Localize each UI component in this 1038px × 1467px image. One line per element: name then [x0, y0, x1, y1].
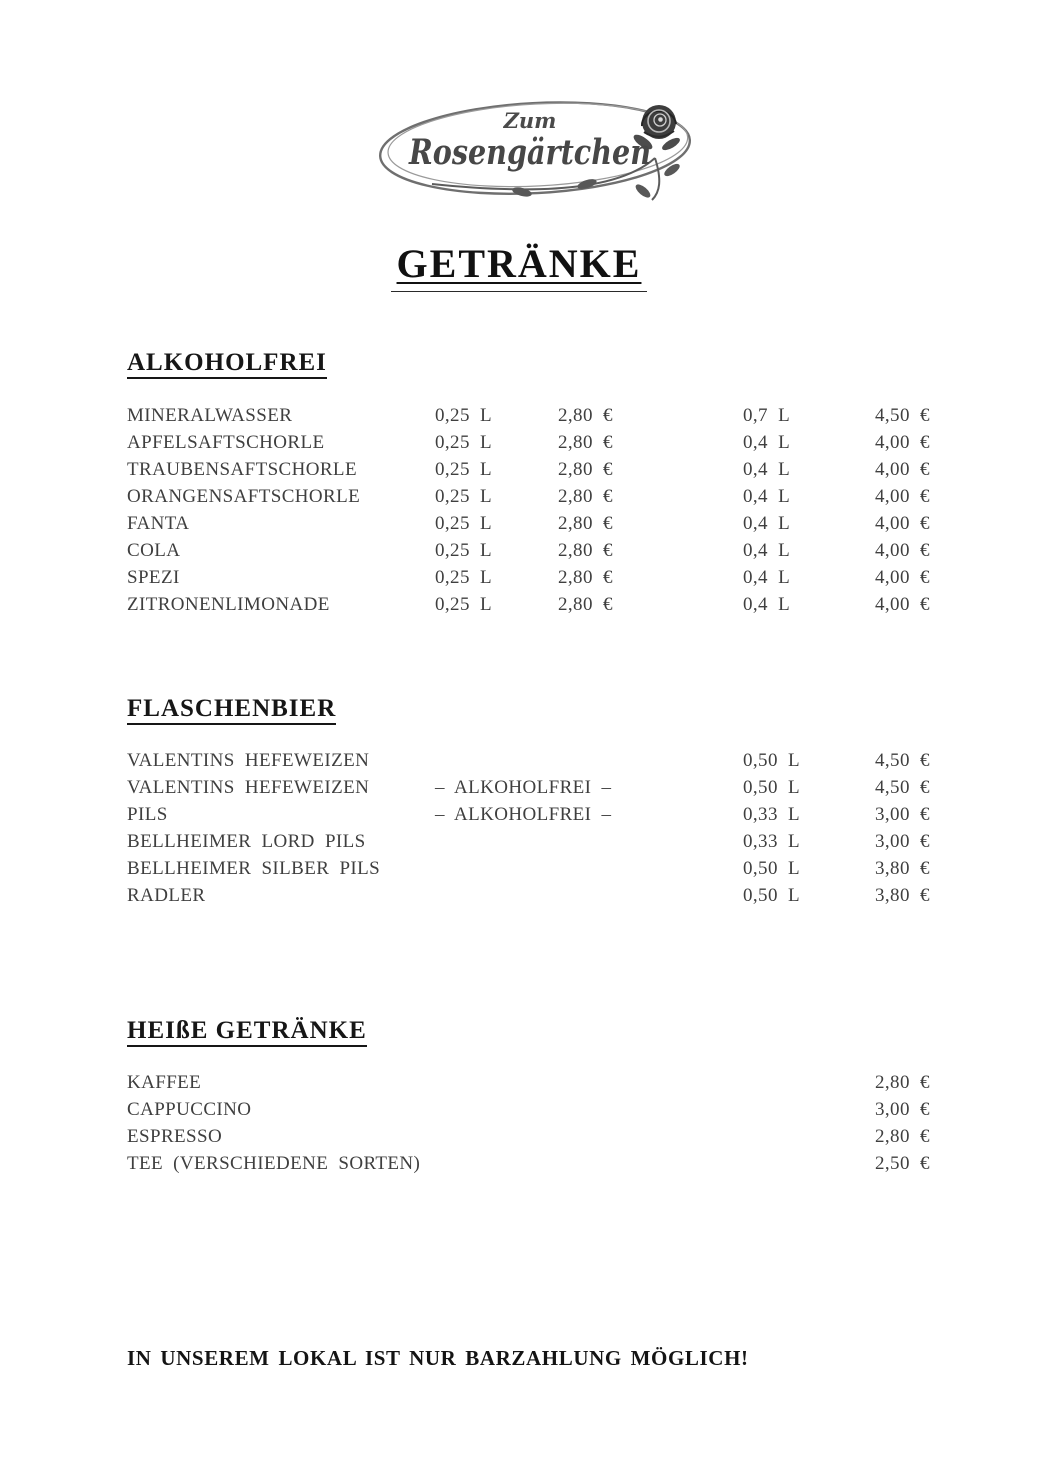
item-name: SPEZI — [127, 567, 180, 588]
menu-row — [127, 591, 937, 618]
logo-graphic — [372, 88, 712, 206]
item-price: 3,00 € — [875, 1099, 930, 1120]
item-size-large: 0,4 L — [743, 486, 791, 507]
item-price-small: 2,80 € — [558, 405, 613, 426]
item-size: 0,33 L — [743, 831, 801, 852]
menu-row — [127, 402, 937, 429]
menu-row — [127, 564, 937, 591]
item-price-small: 2,80 € — [558, 540, 613, 561]
item-name: PILS — [127, 804, 168, 825]
item-size-small: 0,25 L — [435, 486, 493, 507]
item-price-large: 4,00 € — [875, 540, 930, 561]
cash-only-notice: IN UNSEREM LOKAL IST NUR BARZAHLUNG MÖGLICH! — [127, 1346, 749, 1370]
menu-row — [127, 801, 937, 828]
item-name: CAPPUCCINO — [127, 1099, 252, 1120]
item-price-small: 2,80 € — [558, 486, 613, 507]
item-name: ESPRESSO — [127, 1126, 223, 1147]
menu-row — [127, 510, 937, 537]
menu-row — [127, 537, 937, 564]
item-name: VALENTINS HEFEWEIZEN — [127, 750, 370, 771]
menu-row — [127, 1150, 937, 1177]
item-size-small: 0,25 L — [435, 567, 493, 588]
item-size-small: 0,25 L — [435, 405, 493, 426]
section-rows-alkoholfrei — [127, 402, 937, 618]
menu-row — [127, 747, 937, 774]
item-size: 0,50 L — [743, 885, 801, 906]
item-price: 3,00 € — [875, 804, 930, 825]
item-name: COLA — [127, 540, 181, 561]
item-name: FANTA — [127, 513, 190, 534]
menu-row — [127, 882, 937, 909]
item-note — [435, 747, 743, 774]
item-size-small: 0,25 L — [435, 513, 493, 534]
restaurant-logo — [372, 88, 712, 206]
item-size-large: 0,7 L — [743, 405, 791, 426]
menu-row — [127, 1123, 937, 1150]
item-name: MINERALWASSER — [127, 405, 293, 426]
item-size-large: 0,4 L — [743, 459, 791, 480]
item-price: 4,50 € — [875, 777, 930, 798]
item-price-large: 4,00 € — [875, 567, 930, 588]
item-price-small: 2,80 € — [558, 432, 613, 453]
item-note — [435, 828, 743, 855]
menu-row — [127, 483, 937, 510]
item-note: – ALKOHOLFREI – — [435, 777, 612, 798]
item-name: BELLHEIMER LORD PILS — [127, 831, 366, 852]
section-heading-flaschenbier: FLASCHENBIER — [127, 695, 336, 723]
item-name: TEE (VERSCHIEDENE SORTEN) — [127, 1153, 421, 1174]
logo-name: Rosengärtchen — [408, 132, 651, 173]
logo-top-word: Zum — [503, 108, 557, 133]
item-name: TRAUBENSAFTSCHORLE — [127, 459, 357, 480]
item-size-small: 0,25 L — [435, 432, 493, 453]
item-name: ZITRONENLIMONADE — [127, 594, 330, 615]
item-price: 3,80 € — [875, 858, 930, 879]
section-rows-heisse-getraenke — [127, 1069, 937, 1177]
item-price-large: 4,00 € — [875, 486, 930, 507]
item-price: 2,80 € — [875, 1072, 930, 1093]
item-price: 2,50 € — [875, 1153, 930, 1174]
item-size-small: 0,25 L — [435, 459, 493, 480]
page-title: GETRÄNKE — [396, 241, 642, 286]
menu-row — [127, 855, 937, 882]
item-size: 0,50 L — [743, 750, 801, 771]
item-name: ORANGENSAFTSCHORLE — [127, 486, 361, 507]
item-name: APFELSAFTSCHORLE — [127, 432, 325, 453]
item-size-large: 0,4 L — [743, 432, 791, 453]
item-size-small: 0,25 L — [435, 540, 493, 561]
item-name: BELLHEIMER SILBER PILS — [127, 858, 381, 879]
item-size-large: 0,4 L — [743, 567, 791, 588]
item-price-small: 2,80 € — [558, 459, 613, 480]
item-note — [435, 882, 743, 909]
item-price: 3,80 € — [875, 885, 930, 906]
item-price-large: 4,00 € — [875, 459, 930, 480]
item-price-small: 2,80 € — [558, 513, 613, 534]
menu-row — [127, 429, 937, 456]
item-name: RADLER — [127, 885, 206, 906]
item-size: 0,33 L — [743, 804, 801, 825]
page-title-underline — [391, 240, 648, 292]
item-price: 2,80 € — [875, 1126, 930, 1147]
item-price: 3,00 € — [875, 831, 930, 852]
menu-row — [127, 1096, 937, 1123]
item-size: 0,50 L — [743, 858, 801, 879]
item-size-large: 0,4 L — [743, 513, 791, 534]
item-price-large: 4,00 € — [875, 432, 930, 453]
item-note: – ALKOHOLFREI – — [435, 804, 612, 825]
item-price: 4,50 € — [875, 750, 930, 771]
item-size-large: 0,4 L — [743, 540, 791, 561]
item-size-large: 0,4 L — [743, 594, 791, 615]
page-title-wrap — [0, 240, 1038, 292]
menu-row — [127, 1069, 937, 1096]
item-name: VALENTINS HEFEWEIZEN — [127, 777, 370, 798]
item-name: KAFFEE — [127, 1072, 202, 1093]
item-price-large: 4,50 € — [875, 405, 930, 426]
item-price-small: 2,80 € — [558, 567, 613, 588]
section-heading-alkoholfrei: ALKOHOLFREI — [127, 349, 327, 377]
section-rows-flaschenbier — [127, 747, 937, 909]
menu-row — [127, 828, 937, 855]
item-price-large: 4,00 € — [875, 513, 930, 534]
item-size: 0,50 L — [743, 777, 801, 798]
item-price-small: 2,80 € — [558, 594, 613, 615]
item-note — [435, 855, 743, 882]
item-price-large: 4,00 € — [875, 594, 930, 615]
section-heading-heisse-getraenke: HEIßE GETRÄNKE — [127, 1017, 367, 1045]
menu-row — [127, 774, 937, 801]
item-size-small: 0,25 L — [435, 594, 493, 615]
menu-row — [127, 456, 937, 483]
